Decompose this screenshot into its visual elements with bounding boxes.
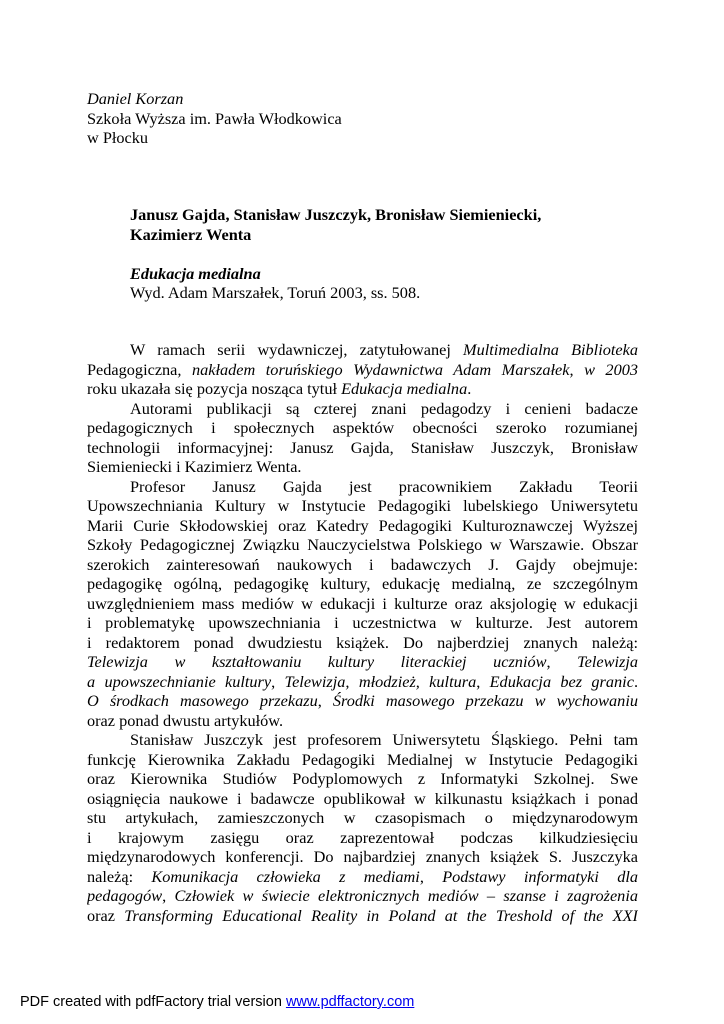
body-text: technologii informacyjnej: Janusz Gajda, Stanisław Juszczyk, Bronisław <box>87 437 638 457</box>
body-text: Siemieniecki i Kazimierz Wenta. <box>87 457 302 476</box>
body-line <box>87 867 638 887</box>
body-line <box>87 808 638 828</box>
author-block <box>87 89 342 148</box>
body-text: funkcję Kierownika Zakładu Pedagogiki Medialnej w Instytucie Pedagogiki <box>87 749 638 769</box>
body-line <box>87 496 638 516</box>
body-text: , <box>317 691 333 710</box>
body-text: Marii Curie Skłodowskiej oraz Katedry Pedagogiki Kulturoznawczej Wyższej <box>87 515 638 535</box>
body-line <box>87 730 638 750</box>
body-line <box>87 828 638 848</box>
pdffactory-link[interactable]: www.pdffactory.com <box>285 994 415 1010</box>
body-line <box>87 789 638 809</box>
pdf-footer <box>20 994 414 1010</box>
italic-title: Podstawy informatyki dla <box>442 866 638 886</box>
body-line <box>87 574 638 594</box>
body-line <box>87 652 638 672</box>
body-line <box>87 847 638 867</box>
body-line <box>87 594 638 614</box>
body-text: osiągnięcia naukowe i badawcze opublikował w kilkunastu książkach i ponad <box>87 788 638 808</box>
body-line <box>87 535 638 555</box>
body-line <box>87 418 638 438</box>
italic-title: O środkach masowego przekazu <box>87 691 318 710</box>
italic-title: Transforming Educational Reality in Poland at the Treshold of the XXI <box>124 905 638 925</box>
body-line <box>87 477 638 497</box>
body-line <box>87 457 638 477</box>
body-text: stu artykułach, zamieszczonych w czasopismach o międzynarodowym <box>87 808 638 827</box>
italic-title: Edukacja medialna <box>341 379 468 398</box>
body-text: międzynarodowych konferencji. Do najbardziej znanych książek S. Juszczyka <box>87 847 638 866</box>
body-line <box>87 399 638 419</box>
body-line <box>87 360 638 380</box>
body-text: Profesor Janusz Gajda jest pracownikiem Zakładu Teorii <box>130 476 638 496</box>
book-authors: Kazimierz Wenta <box>130 224 252 244</box>
italic-title: Komunikacja człowieka z mediami <box>151 866 420 886</box>
body-text: i krajowym zasięgu oraz zaprezentował podczas kilkudziesięciu <box>87 827 638 847</box>
body-text: Upowszechniania Kultury w Instytucie Pedagogiki lubelskiego Uniwersytetu <box>87 496 638 515</box>
body-line <box>87 555 638 575</box>
book-authors: Janusz Gajda, Stanisław Juszczyk, Bronisław Siemieniecki, <box>130 205 542 224</box>
italic-title: Człowiek w świecie elektronicznych mediów – szanse i zagrożenia <box>174 886 638 905</box>
body-text: należą: <box>87 866 152 886</box>
body-text: . <box>467 379 472 398</box>
body-text: , <box>546 652 578 671</box>
body-text: , <box>271 671 285 691</box>
body-line <box>87 379 638 399</box>
body-text: szerokich zainteresowań naukowych i badawczych J. Gajdy obejmuje: <box>87 554 638 574</box>
body-text: i redaktorem ponad dwudziestu książek. Do najberdziej znanych należą: <box>87 632 638 652</box>
body-line <box>87 633 638 653</box>
italic-title: Telewizja <box>577 652 638 671</box>
body-text: Autorami publikacji są czterej znani pedagodzy i cenieni badacze <box>130 398 638 418</box>
author-name: Daniel Korzan <box>87 89 184 108</box>
footer-text: PDF created with pdfFactory trial version <box>20 994 286 1010</box>
body-text: , <box>419 866 443 886</box>
body-text: , <box>162 886 175 905</box>
italic-title: Edukacja bez granic <box>489 671 634 691</box>
body-text: roku ukazała się pozycja nosząca tytuł <box>87 379 342 398</box>
body-line <box>87 340 638 360</box>
body-line <box>87 438 638 458</box>
body-text: pedagogikę ogólną, pedagogikę kultury, edukację medialną, ze szczególnym <box>87 574 638 593</box>
italic-title: , nakładem toruńskiego Wydawnictwa Adam Marszałek, w 2003 <box>177 359 638 379</box>
body-text: oraz ponad dwustu artykułów. <box>87 710 284 730</box>
body-text: Szkoły Pedagogicznej Związku Nauczycielstwa Polskiego w Warszawie. Obszar <box>87 535 638 554</box>
body-text: pedagogicznych i społecznych aspektów obecności szeroko rozumianej <box>87 418 638 437</box>
italic-title: Telewizja w kształtowaniu kultury literackiej uczniów <box>87 652 547 671</box>
book-title: Edukacja medialna <box>130 263 261 283</box>
body-line <box>87 613 638 633</box>
body-line <box>87 711 638 731</box>
body-text: i problematykę upowszechniania i uczestnictwa w kulturze. Jest autorem <box>87 613 638 632</box>
body-text: uwzględnieniem mass mediów w edukacji i kulturze oraz aksjologię w edukacji <box>87 593 638 613</box>
body-line <box>87 906 638 926</box>
body-line <box>87 769 638 789</box>
body-text: , <box>476 671 490 691</box>
body-text: oraz <box>87 905 125 925</box>
italic-title: Multimedialna Biblioteka <box>463 340 638 359</box>
body-text: W ramach serii wydawniczej, zatytułowanej <box>130 340 464 359</box>
italic-title: Środki masowego przekazu w wychowaniu <box>332 691 638 710</box>
italic-title: a upowszechnianie kultury <box>87 671 272 691</box>
body-text: oraz Kierownika Studiów Podyplomowych z Informatyki Szkolnej. Swe <box>87 769 638 788</box>
body-line <box>87 672 638 692</box>
body-line <box>87 750 638 770</box>
body-line <box>87 691 638 711</box>
affiliation-line: Szkoła Wyższa im. Pawła Włodkowica <box>87 108 342 128</box>
affiliation-line: w Płocku <box>87 128 149 147</box>
body-text: Stanisław Juszczyk jest profesorem Uniwersytetu Śląskiego. Pełni tam <box>130 730 638 749</box>
body-line <box>87 516 638 536</box>
body-line <box>87 886 638 906</box>
body-text: Pedagogiczna <box>87 359 178 379</box>
review-heading <box>130 205 541 303</box>
italic-title: Telewizja, młodzież, kultura <box>284 671 477 691</box>
italic-title: pedagogów <box>87 886 163 905</box>
review-body <box>87 340 638 925</box>
publication-info: Wyd. Adam Marszałek, Toruń 2003, ss. 508. <box>130 283 421 302</box>
body-text: . <box>633 671 638 691</box>
